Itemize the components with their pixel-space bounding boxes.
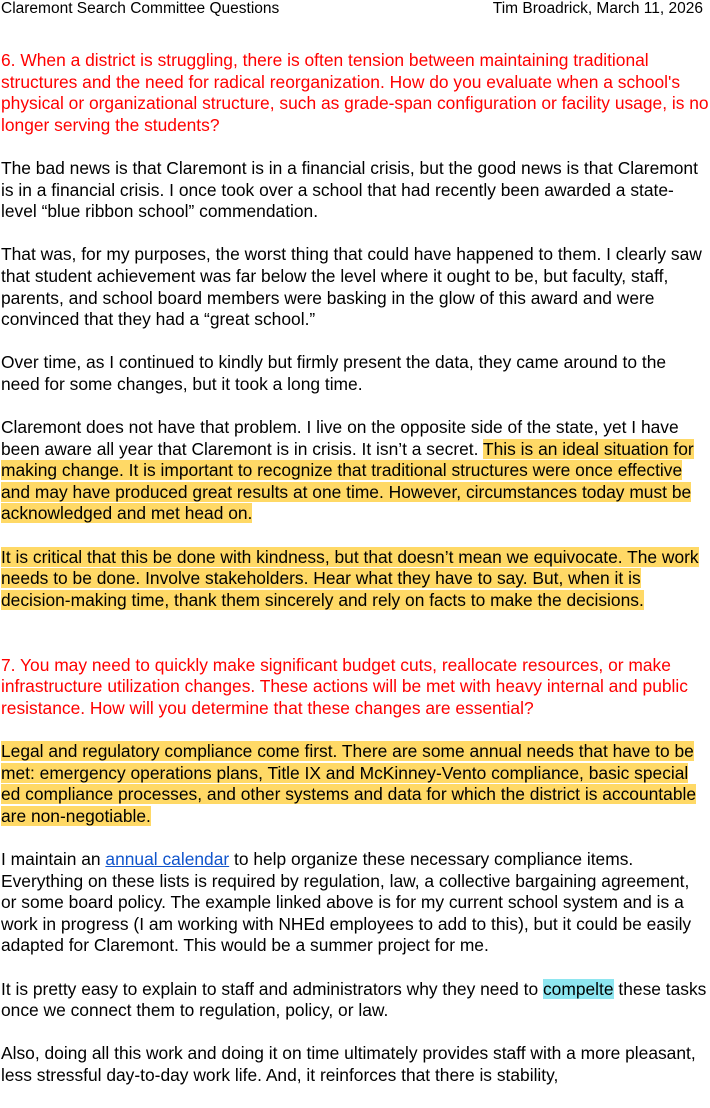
answer-7-paragraph-4: Also, doing all this work and doing it on time ultimately provides staff with a more pleasant, less stressful day-to-day work life. And, it reinforces that there is stability,	[1, 1043, 696, 1085]
highlighted-text: It is critical that this be done with kindness, but that doesn’t mean we equivocate. The work needs to be done. Involve stakeholders. Hear what they have to say. But, when it is decision-making time, thank them sincerely and rely on facts to make the decisions.	[1, 546, 699, 610]
highlighted-text: This is an ideal situation for making change. It is important to recognize that traditional structures were once effective and may have produced great results at one time. However, circumstances today must be acknowledged and met head on.	[1, 438, 694, 524]
document-body	[1, 50, 709, 1108]
answer-6-paragraph-4-text: Claremont does not have that problem. I live on the opposite side of the state, yet I have been aware all year that Claremont is in crisis. It isn’t a secret.	[1, 417, 679, 459]
question-7: 7. You may need to quickly make significant budget cuts, reallocate resources, or make infrastructure utilization changes. These actions will be met with heavy internal and public resistance. How will you determine that these changes are essential?	[1, 654, 688, 718]
answer-7-paragraph-3-before: It is pretty easy to explain to staff and administrators why they need to	[1, 978, 543, 999]
question-6: 6. When a district is struggling, there is often tension between maintaining traditional structures and the need for radical reorganization. How do you evaluate when a school's physical or organizational structure, such as grade-span configuration or facility usage, is no longer serving the students?	[1, 50, 709, 135]
answer-6-paragraph-3: Over time, as I continued to kindly but firmly present the data, they came around to the need for some changes, but it took a long time.	[1, 352, 667, 394]
answer-7-paragraph-2-after: to help organize these necessary compliance items. Everything on these lists is required by regulation, law, a collective bargaining agreement, or some board policy. The example linked above is for my current school system and is a work in progress (I am working with NHEd employees to add to this), but it could be easily adapted for Claremont. This would be a summer project for me.	[1, 848, 692, 956]
annual-calendar-link[interactable]: annual calendar	[105, 848, 230, 869]
answer-7-paragraph-3-after: these tasks once we connect them to regulation, policy, or law.	[1, 978, 707, 1021]
answer-7-paragraph-2-before: I maintain an	[1, 848, 106, 869]
answer-6-paragraph-1: The bad news is that Claremont is in a financial crisis, but the good news is that Claremont is in a financial crisis. I once took over a school that had recently been awarded a state-level “blue ribbon school” commendation.	[1, 157, 698, 222]
page-header	[0, 0, 710, 18]
answer-7-paragraph-1	[1, 741, 709, 827]
answer-6-paragraph-4	[1, 417, 709, 525]
answer-6-paragraph-2: That was, for my purposes, the worst thing that could have happened to them. I clearly saw that student achievement was far below the level where it ought to be, but faculty, staff, parents, and school board members were basking in the glow of this award and were convinced that they had a “great school.”	[1, 244, 702, 330]
answer-6-paragraph-5	[1, 547, 709, 612]
highlighted-text: Legal and regulatory compliance come first. There are some annual needs that have to be met: emergency operations plans, Title IX and McKinney-Vento compliance, basic special ed compliance processes, and other systems and data for which the district is accountable are non-negotiable.	[1, 741, 697, 826]
answer-7-paragraph-2	[1, 849, 709, 957]
answer-7-paragraph-3	[1, 979, 709, 1022]
document-title: Claremont Search Committee Questions	[1, 0, 280, 17]
misspelled-word-highlight[interactable]: compelte	[542, 978, 614, 999]
author-date: Tim Broadrick, March 11, 2026	[492, 0, 703, 17]
